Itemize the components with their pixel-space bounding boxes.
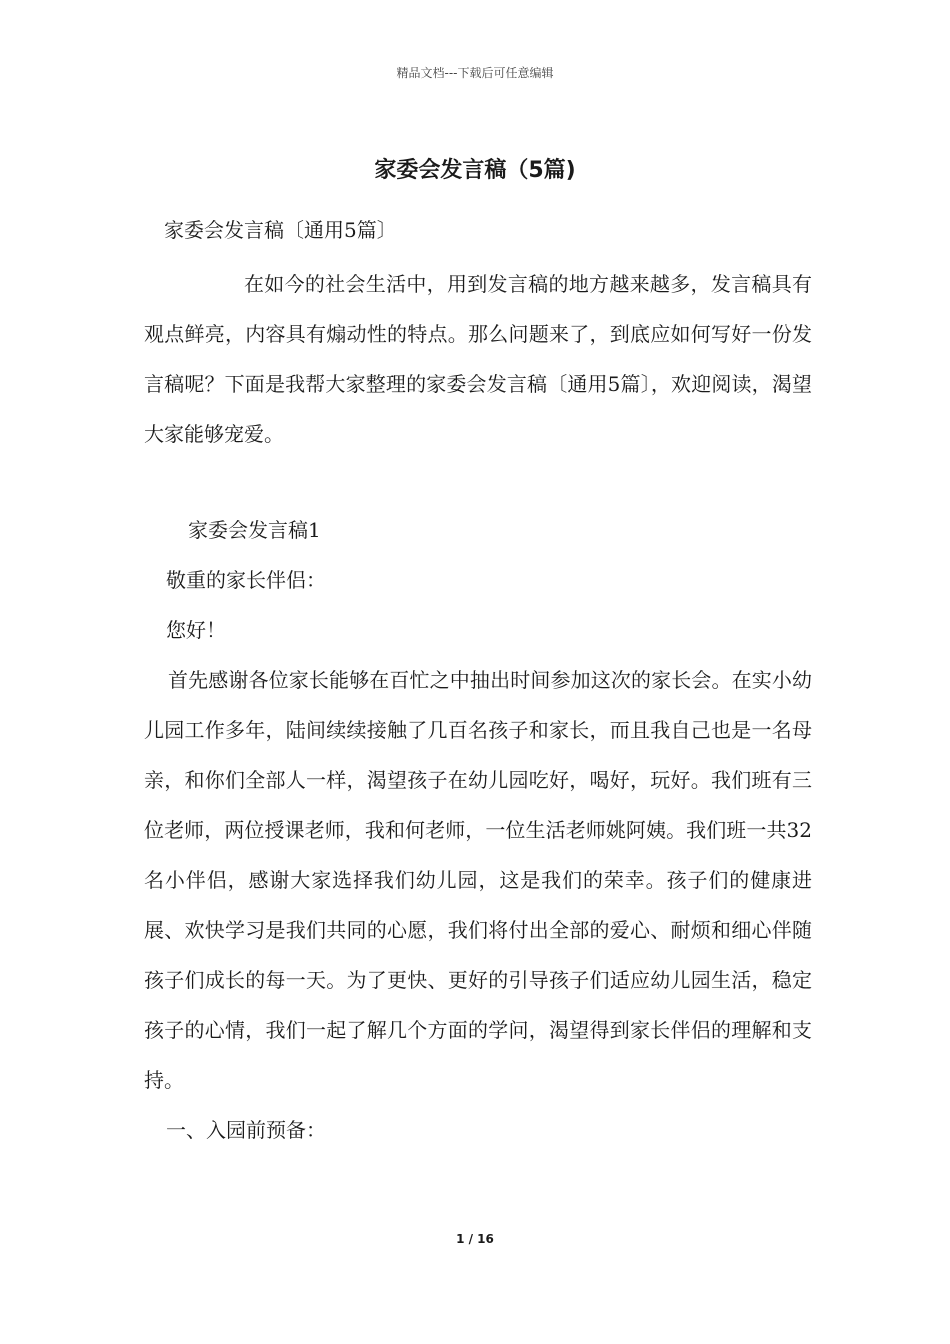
body-paragraph: 首先感谢各位家长能够在百忙之中抽出时间参加这次的家长会。在实小幼儿园工作多年，陆间续续接触了几百名孩子和家长，而且我自己也是一名母亲，和你们全部人一样，渴望孩子在幼儿园吃好，喝好，玩好。我们班有三位老师，两位授课老师，我和何老师，一位生活老师姚阿姨。我们班一共32名小伴侣，感谢大家选择我们幼儿园，这是我们的荣幸。孩子们的健康进展、欢快学习是我们共同的心愿，我们将付出全部的爱心、耐烦和细心伴随孩子们成长的每一天。为了更快、更好的引导孩子们适应幼儿园生活，稳定孩子的心情，我们一起了解几个方面的学问，渴望得到家长伴侣的理解和支持。	[144, 668, 812, 1092]
item-heading: 一、入园前预备：	[166, 1118, 326, 1142]
salutation: 敬重的家长伴侣：	[166, 568, 326, 592]
section-spacer	[144, 459, 812, 505]
section-heading: 家委会发言稿1	[188, 518, 321, 542]
document-body	[144, 205, 812, 1155]
page-number: 1 / 16	[456, 1232, 494, 1246]
document-subtitle: 家委会发言稿〔通用5篇〕	[164, 218, 397, 242]
document-title: 家委会发言稿（5篇)	[374, 158, 576, 183]
greeting: 您好！	[166, 618, 226, 642]
intro-paragraph: 在如今的社会生活中，用到发言稿的地方越来越多，发言稿具有观点鲜亮，内容具有煽动性的特点。那么问题来了，到底应如何写好一份发言稿呢？下面是我帮大家整理的家委会发言稿〔通用5篇〕，欢迎阅读，渴望大家能够宠爱。	[144, 272, 812, 446]
header-note: 精品文档---下载后可任意编辑	[396, 66, 554, 80]
